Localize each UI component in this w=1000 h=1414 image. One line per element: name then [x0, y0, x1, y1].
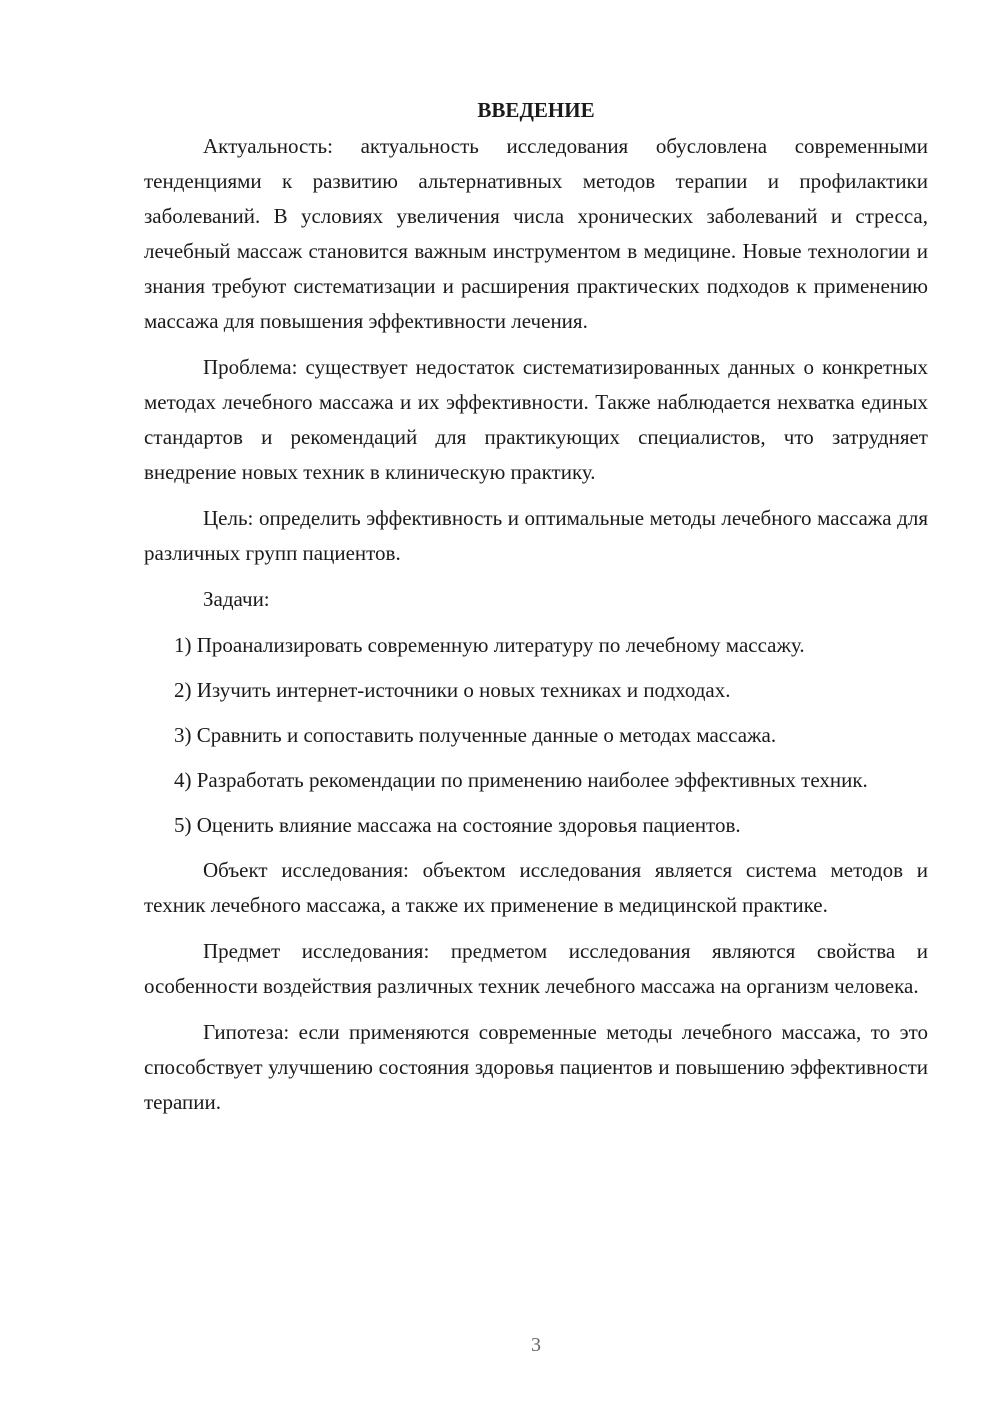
page-title: ВВЕДЕНИЕ — [477, 98, 595, 122]
relevance-paragraph: Актуальность: актуальность исследования обусловлена современными тенденциями к развитию альтернативных методов терапии и профилактики заболеваний. В условиях увеличения числа хронических заболеваний и стресса, лечебный массаж становится важным инструментом в медицине. Новые технологии и знания требуют систематизации и расширения практических подходов к применению массажа для повышения эффективности лечения. — [144, 134, 928, 333]
goal-paragraph: Цель: определить эффективность и оптимальные методы лечебного массажа для различных групп пациентов. — [144, 506, 928, 565]
problem-paragraph: Проблема: существует недостаток систематизированных данных о конкретных методах лечебного массажа и их эффективности. Также наблюдается нехватка единых стандартов и рекомендаций для практикующих специалистов, что затрудняет внедрение новых техник в клиническую практику. — [144, 355, 928, 484]
task-item: 2) Изучить интернет-источники о новых техниках и подходах. — [174, 678, 731, 702]
object-paragraph: Объект исследования: объектом исследования является система методов и техник лечебного массажа, а также их применение в медицинской практике. — [144, 858, 928, 917]
task-item: 4) Разработать рекомендации по применению наиболее эффективных техник. — [174, 768, 868, 792]
task-item: 5) Оценить влияние массажа на состояние здоровья пациентов. — [174, 813, 741, 837]
document-page — [144, 95, 928, 1120]
tasks-heading: Задачи: — [203, 587, 270, 611]
hypothesis-paragraph: Гипотеза: если применяются современные методы лечебного массажа, то это способствует улучшению состояния здоровья пациентов и повышению эффективности терапии. — [144, 1020, 928, 1114]
task-item: 1) Проанализировать современную литературу по лечебному массажу. — [174, 633, 805, 657]
subject-paragraph: Предмет исследования: предметом исследования являются свойства и особенности воздействия различных техник лечебного массажа на организм человека. — [144, 939, 928, 998]
task-item: 3) Сравнить и сопоставить полученные данные о методах массажа. — [174, 723, 777, 747]
page-number: 3 — [531, 1334, 541, 1356]
